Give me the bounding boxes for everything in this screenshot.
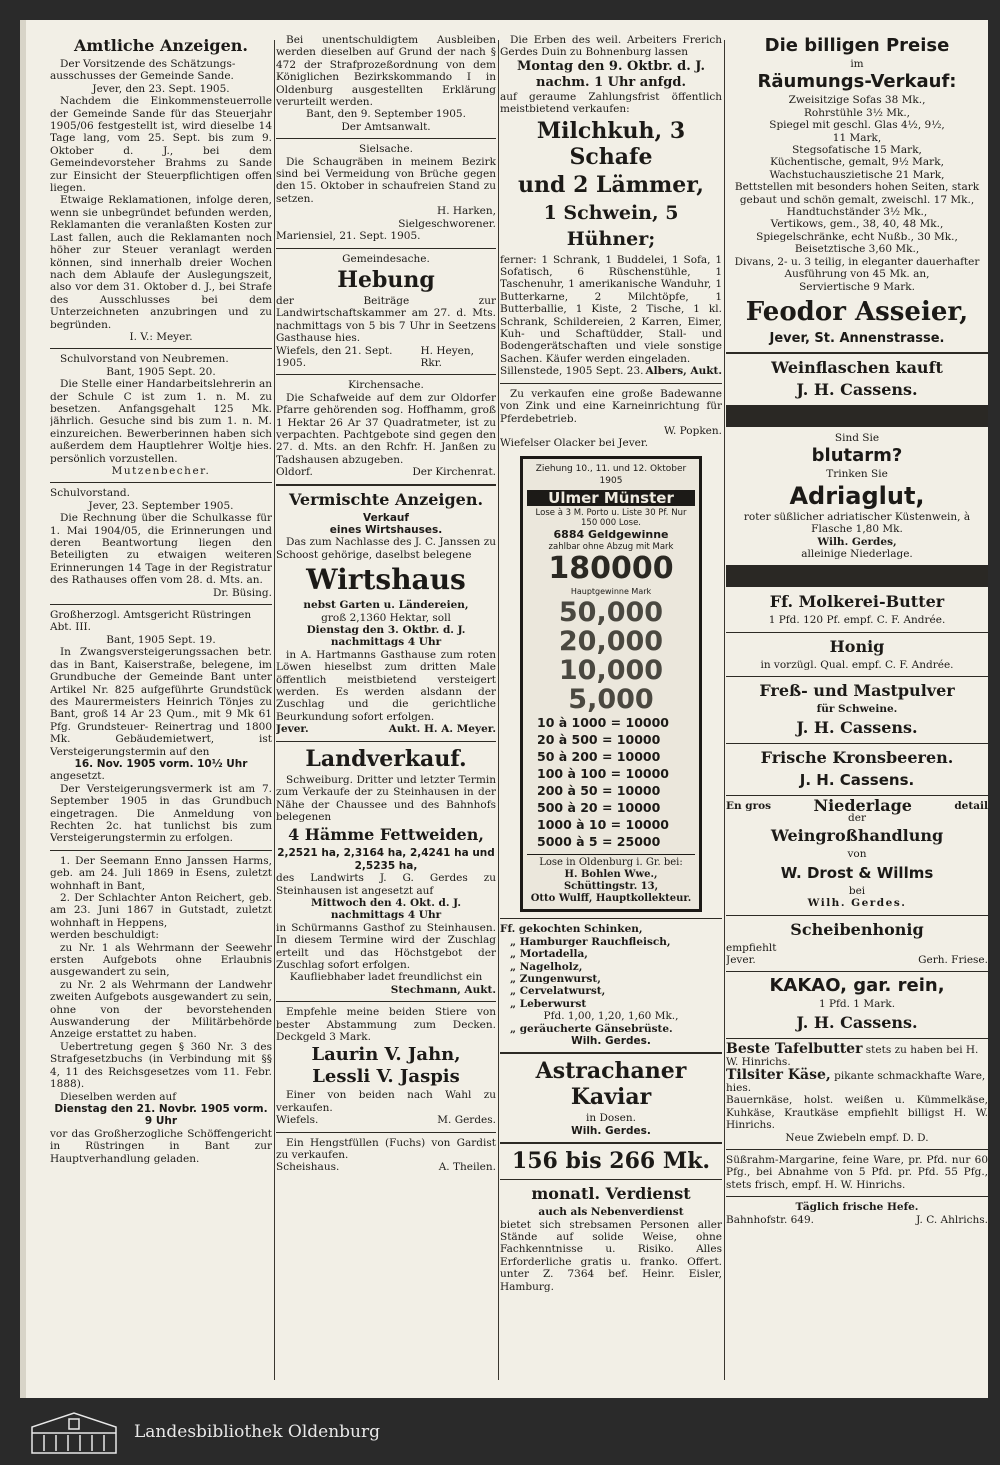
ad-signature: M. Gerdes.: [437, 1114, 496, 1127]
ad-headline: Laurin V. Jahn,: [311, 1044, 461, 1066]
notice-text: 1. Der Seemann Enno Janssen Harms, geb. am 24. Juli 1869 in Esens, zuletzt wohnhaft in Bant,: [50, 854, 272, 892]
ad-signature: Wilh. Gerdes.: [807, 897, 907, 910]
ad-headline: 4 Hämme Fettweiden,: [288, 825, 484, 845]
ad-text: Süßrahm-Margarine, feine Ware, pr. Pfd. nur 60 Pfg., bei Abnahme von 5 Pfd. pr. Pfd. 55 Pfg., stets frisch, empf. H. W. Hinrichs.: [726, 1154, 988, 1191]
lottery-tier: 5000 à 5 = 25000: [537, 834, 661, 850]
ad-text: detail: [954, 799, 988, 812]
notice-text: Uebertretung gegen § 360 Nr. 3 des Strafgesetzbuchs (in Verbindung mit §§ 4, 11 des Reichsgesetzes vom 11. Febr. 1888).: [50, 1040, 272, 1091]
ad-headline: J. H. Cassens.: [796, 1012, 918, 1032]
ad-text: Kaufliebhaber ladet freundlichst ein: [289, 971, 483, 984]
ad-signature: Stechmann, Aukt.: [390, 983, 496, 996]
ad-headline: J. H. Cassens.: [796, 717, 918, 737]
lottery-tier: 20 à 500 = 10000: [537, 732, 661, 748]
notice-heading: Schulvorstand von Neubremen.: [60, 353, 229, 366]
library-name: Landesbibliothek Oldenburg: [134, 1421, 381, 1442]
ad-headline: Adriaglut,: [789, 481, 925, 510]
notice-signature: I. V.: Meyer.: [129, 330, 193, 343]
ad-headline: J. H. Cassens.: [796, 379, 918, 399]
column-rule: [724, 40, 725, 1380]
notice-signature: H. Heyen, Rkr.: [420, 344, 474, 369]
lottery-date: Ziehung 10., 11. und 12. Oktober 1905: [535, 463, 687, 487]
column-1: [50, 34, 272, 1389]
notice-text: Nachdem die Einkommensteuerrolle der Gemeinde Sande für das Steuerjahr 1905/06 festgestellt ist, wird dieselbe 14 Tage lang, vom 25. Sept. bis zum 9. Oktober d. J., bei dem Gemeindevorsteher Brahms zu Sande zur Einsicht der Steuerpflichtigen offen liegen.: [50, 95, 272, 195]
ad-text: pikante schmackhafte Ware, hies.: [726, 1069, 986, 1095]
ad-headline: Weinflaschen kauft: [771, 357, 943, 377]
ad-headline: Milchkuh, 3 Schafe: [536, 117, 686, 170]
ad-item: 11 Mark,: [832, 131, 882, 144]
newspaper-page: [20, 20, 988, 1398]
column-4: [726, 34, 988, 1389]
ad-text: in vorzügl. Qual. empf. C. F. Andrée.: [760, 658, 954, 671]
ad-headline: Frische Kronsbeeren.: [760, 747, 954, 767]
ad-text: Das zum Nachlasse des J. C. Janssen zu Schoost gehörige, daselbst belegene: [276, 536, 496, 561]
ad-item: „ Mortadella,: [510, 948, 588, 961]
lottery-prize: 50,000: [558, 597, 664, 629]
column-3: [500, 34, 722, 1389]
ad-text: 1 Pfd. 1 Mark.: [818, 998, 896, 1011]
ad-item: Stegsofatische 15 Mark,: [792, 144, 922, 157]
lottery-count: 6884 Geldgewinne: [553, 527, 669, 541]
notice-text: werden beschuldigt:: [50, 929, 159, 942]
ad-text: Ein Hengstfüllen (Fuchs) von Gardist zu verkaufen.: [276, 1136, 496, 1162]
ad-text: 1 Pfd. 120 Pf. empf. C. F. Andrée.: [768, 614, 946, 627]
section-heading: Vermischte Anzeigen.: [288, 489, 484, 509]
ad-item: Ff. gekochten Schinken,: [500, 923, 643, 936]
ad-place: Jever.: [726, 954, 756, 966]
notice-date: Bant, 1905 Sept. 19.: [106, 633, 216, 646]
ad-item: „ Zungenwurst,: [510, 972, 601, 985]
lottery-tier: 500 à 20 = 10000: [537, 800, 661, 816]
ad-signature: Gerh. Friese.: [918, 954, 988, 966]
library-footer: [0, 1398, 1000, 1465]
notice-place: Oldorf.: [276, 466, 313, 479]
notice-signature: Der Kirchenrat.: [412, 466, 496, 479]
notice-text: der Beiträge zur Landwirtschaftskammer am 27. d. Mts. nachmittags von 5 bis 7 Uhr in Seetzens Gasthause hies.: [276, 294, 496, 345]
ad-headline: 1 Schwein, 5 Hühner;: [543, 201, 679, 250]
notice-text: Die Schaugräben in meinem Bezirk sind bei Vermeidung von Brüche gegen den 15. Oktober in schaufreien Stand zu setzen.: [276, 155, 496, 205]
ad-headline: Hebung: [337, 266, 435, 293]
lottery-footer: H. Bohlen Wwe., Schüttingstr. 13,: [563, 869, 659, 893]
notice-heading: Sielsache.: [359, 143, 413, 156]
ad-text: stets zu haben bei H. W. Hinrichs.: [726, 1043, 979, 1069]
lottery-footer: Lose in Oldenburg i. Gr. bei:: [539, 857, 683, 869]
ad-text: Sind Sie: [834, 431, 880, 444]
ad-text: alleinige Niederlage.: [801, 547, 913, 560]
notice-signature: Dr. Büsing.: [212, 586, 272, 599]
ad-text: des Landwirts J. G. Gerdes zu Steinhausen ist angesetzt auf: [276, 872, 496, 897]
ad-signature: Wilh. Gerdes.: [571, 1124, 651, 1137]
lottery-tier: 1000 à 10 = 10000: [537, 817, 669, 833]
ad-text: Empfehle meine beiden Stiere von bester Abstammung zum Decken. Deckgeld 3 Mark.: [276, 1006, 496, 1043]
ad-headline: Wirtshaus: [306, 563, 466, 597]
column-rule: [498, 40, 499, 1380]
lottery-tier: 50 à 200 = 10000: [537, 749, 661, 765]
column-2: [276, 34, 496, 1389]
ad-text: bei: [848, 884, 866, 897]
ad-item: „ geräucherte Gänsebrüste.: [510, 1022, 673, 1035]
notice-text: Die Rechnung über die Schulkasse für 1. Mai 1904/05, die Erinnerungen und deren Beantwortung liegen den Beteiligten zu etwaigen weiteren Erinnerungen 14 Tage in der Registratur des Rathauses offen vom 28. d. Mts. an.: [50, 512, 272, 587]
ad-place: Wiefelser Olacker bei Jever.: [500, 437, 649, 450]
ad-signature: Aukt. H. A. Meyer.: [388, 723, 496, 736]
ad-headline: Freß- und Mastpulver: [759, 681, 955, 701]
ad-item: Handtuchständer 3½ Mk.,: [786, 206, 928, 219]
ad-item: „ Hamburger Rauchfleisch,: [510, 935, 671, 948]
ad-emphasis: Montag den 9. Oktbr. d. J. nachm. 1 Uhr anfgd.: [517, 58, 705, 90]
ad-headline: Täglich frische Hefe.: [795, 1201, 919, 1214]
lottery-cash: zahlbar ohne Abzug mit Mark: [548, 541, 674, 552]
ad-text: Zu verkaufen eine große Badewanne von Zink und eine Karneinrichtung für Pferdebetrieb.: [500, 387, 722, 425]
ad-text: empfiehlt: [726, 941, 777, 954]
ad-headline: Ff. Molkerei-Butter: [769, 592, 945, 612]
ad-item: Bettstellen mit besonders hohen Seiten, stark gebaut und schön gemalt, zweischl. 17 Mk.,: [734, 181, 980, 206]
ad-text: von: [847, 848, 867, 861]
notice-heading: Kirchensache.: [348, 379, 424, 392]
ad-item: „ Cervelatwurst,: [510, 985, 606, 998]
notice-text: Der Vorsitzende des Schätzungs-ausschusses der Gemeinde Sande.: [50, 58, 236, 83]
ad-emphasis: 2,2521 ha, 2,3164 ha, 2,4241 ha und 2,5235 ha,: [277, 847, 495, 872]
lottery-main-label: Hauptgewinne Mark: [570, 586, 652, 596]
notice-text: Etwaige Reklamationen, infolge deren, wenn sie unbegründet befunden werden, Reklamanten die veranlaßten Kosten zur Last fallen, auch die Reklamanten noch höher zur Steuer veranlagt werden können, sind innerhalb dreier Wochen nach dem Ablaufe der Auslegungszeit, also vor dem 31. Oktober d. J., bei Strafe des Ausschlusses bei dem Unterzeichneten anzubringen und zu begründen.: [50, 194, 272, 331]
lottery-tier: 200 à 50 = 10000: [537, 783, 661, 799]
ad-text: für Schweine.: [816, 703, 898, 716]
notice-signature: H. Harken,: [437, 205, 496, 218]
notice-text: Dieselben werden auf: [60, 1090, 177, 1103]
ad-text: Einer von beiden nach Wahl zu verkaufen.: [276, 1089, 496, 1114]
lottery-title: Ulmer Münster: [527, 490, 695, 506]
ad-signature: Wilh. Gerdes.: [571, 1035, 651, 1047]
lottery-prize: 5,000: [568, 684, 654, 716]
ad-item: Zweisitzige Sofas 38 Mk.,: [788, 94, 926, 107]
ad-text: Trinken Sie: [826, 468, 888, 481]
library-building-icon: [28, 1409, 120, 1455]
ad-date: Sillenstede, 1905 Sept. 23.: [500, 365, 644, 378]
notice-emphasis: 16. Nov. 1905 vorm. 10½ Uhr: [74, 757, 248, 770]
ad-headline: Die billigen Preise: [764, 35, 950, 56]
notice-text: zu Nr. 2 als Wehrmann der Landwehr zweiten Aufgebots ausgewandert zu sein, ohne von der bevorstehenden Auswanderung der Militärbehörde Anzeige erstattet zu haben.: [50, 978, 272, 1041]
ad-emphasis: Dienstag den 3. Oktbr. d. J. nachmittags 4 Uhr: [306, 624, 466, 649]
ad-item: Divans, 2- u. 3 teilig, in eleganter dauerhafter Ausführung von 45 Mk. an,: [734, 255, 980, 281]
ad-item: Serviertische 9 Mark.: [799, 280, 915, 293]
ad-headline: W. Drost & Willms: [780, 863, 934, 882]
ad-text: Neue Zwiebeln empf. D. D.: [785, 1131, 929, 1144]
ad-emphasis: Mittwoch den 4. Okt. d. J. nachmittags 4 Uhr: [310, 896, 461, 922]
notice-signature: Mutzenbecher.: [111, 465, 211, 477]
ad-text: Die Erben des weil. Arbeiters Frerich Gerdes Duin zu Bohnenburg lassen: [500, 34, 722, 59]
notice-signature: Sielgeschworener.: [398, 217, 496, 230]
ad-signature: A. Theilen.: [438, 1161, 496, 1174]
ad-headline: und 2 Lämmer,: [518, 171, 704, 198]
notice-text: Der Versteigerungsvermerk ist am 7. September 1905 in das Grundbuch eingetragen. Die Anmeldung von Rechten 2c. hat tunlichst bis zum Versteigerungstermin zu erfolgen.: [50, 782, 272, 845]
ad-headline: KAKAO, gar. rein,: [769, 975, 945, 997]
lottery-tier: 10 à 1000 = 10000: [537, 715, 669, 731]
column-rule: [274, 40, 275, 1380]
ad-headline: Tilsiter Käse,: [726, 1066, 831, 1083]
notice-text: zu Nr. 1 als Wehrmann der Seewehr ersten Aufgebots ohne Erlaubnis ausgewandert zu sein,: [50, 941, 272, 979]
ad-price: Pfd. 1,00, 1,20, 1,60 Mk.,: [543, 1010, 679, 1023]
ad-text: bietet sich strebsamen Personen aller Stände auf solide Weise, ohne Fachkenntnisse u. Risiko. Alles Erforderliche gratis u. franko. Offert. unter Z. 7364 bef. Heinr. Eisler, Hamburg.: [500, 1218, 722, 1293]
ad-headline: Scheibenhonig: [790, 919, 924, 939]
ad-headline: Honig: [829, 636, 885, 656]
ad-address: Jever, St. Annenstrasse.: [769, 330, 945, 346]
ad-text: En gros: [726, 799, 772, 812]
black-rule: [726, 565, 988, 587]
ad-text: in A. Hartmanns Gasthause zum roten Löwen hieselbst zum dritten Male öffentlich meistbietend versteigert werden. Es werden alsdann der Zuschlag und die gerichtliche Beurkundung sofort erfolgen.: [276, 648, 496, 723]
notice-text: In Zwangsversteigerungssachen betr. das in Bant, Kaiserstraße, belegene, im Grundbuche der Gemeinde Bant unter Artikel Nr. 825 aufgeführte Grundstück des Maurermeisters Heinrich Tönjes zu Bant, groß 14 Ar 23 Qum., mit 9 Mk 61 Pfg. Grundsteuer- Reinertrag und 1800 Mk. Gebäudemietwert, ist Versteigerungstermin auf den: [50, 646, 272, 758]
ad-headline: Landverkauf.: [305, 745, 467, 772]
lottery-prize: 10,000: [558, 655, 664, 687]
notice-text: Die Schafweide auf dem zur Oldorfer Pfarre gehörenden sog. Hoffhamm, groß 1 Hektar 26 Ar 37 Quadratmeter, ist zu verpachten. Pachtgebote sind gegen den 27. d. Mts. an den Rchfr. H. Janßen zu Tadshausen abzugeben.: [276, 391, 496, 466]
notice-date: Mariensiel, 21. Sept. 1905.: [276, 230, 421, 243]
ad-item: „ Nagelholz,: [510, 960, 583, 973]
notice-date: Jever, den 23. Sept. 1905.: [92, 82, 230, 95]
ad-headline: Lessli V. Jaspis: [312, 1066, 460, 1088]
ad-headline: Räumungs-Verkauf:: [757, 71, 957, 93]
notice-text: vor das Großherzogliche Schöffengericht in Rüstringen in Bant zur Hauptverhandlung geladen.: [50, 1127, 272, 1165]
ad-title: eines Wirtshauses.: [329, 524, 443, 536]
notice-heading: Großherzogl. Amtsgericht Rüstringen Abt. III.: [50, 609, 252, 634]
ad-place: Jever.: [276, 723, 309, 736]
ad-address: Bahnhofstr. 649.: [726, 1213, 814, 1226]
ad-place: Scheishaus.: [276, 1161, 340, 1174]
black-rule: [726, 405, 988, 427]
ad-text: in Dosen.: [586, 1112, 636, 1125]
ad-item: Vertikows, gem., 38, 40, 48 Mk.,: [770, 218, 944, 231]
ad-signature: W. Popken.: [664, 424, 722, 437]
ad-item: Spiegelschränke, echt Nußb., 30 Mk.,: [756, 230, 958, 243]
ad-headline: Beste Tafelbutter: [726, 1040, 863, 1057]
ad-headline: Feodor Asseier,: [745, 296, 969, 327]
notice-date: Bant, 1905 Sept. 20.: [106, 365, 216, 378]
ad-title: Verkauf: [363, 511, 409, 524]
ad-item: Wachstuchauszietische 21 Mark,: [769, 168, 945, 181]
ad-headline: 156 bis 266 Mk.: [511, 1148, 711, 1175]
notice-text: angesetzt.: [50, 770, 105, 783]
ad-text: auf geraume Zahlungsfrist öffentlich meistbietend verkaufen:: [500, 90, 722, 116]
ad-headline: blutarm?: [811, 445, 903, 467]
ad-place: Wiefels.: [276, 1114, 319, 1127]
notice-date: Wiefels, den 21. Sept. 1905.: [276, 344, 393, 369]
ad-item: Spiegel mit geschl. Glas 4½, 9½,: [769, 119, 945, 132]
ad-headline: Astrachaner Kaviar: [535, 1058, 687, 1111]
ad-item: Küchentische, gemalt, 9½ Mark,: [770, 156, 944, 169]
notice-signature: Der Amtsanwalt.: [341, 120, 431, 133]
ad-text: ferner: 1 Schrank, 1 Buddelei, 1 Sofa, 1 Sofatisch, 6 Rüschenstühle, 1 Taschenuhr, 1 amerikanische Wanduhr, 1 Butterkarne, 2 Milchtöpfe, 1 Butterballie, 1 Kiste, 2 Tische, 1 kl. Schrank, Schildereien, 2 Karren, Eimer, Kuh- und Schaftüdder, Stall- und Bodengerätschaften und viele sonstige Sachen. Käufer werden eingeladen.: [500, 253, 722, 365]
ad-signature: Wilh. Gerdes,: [817, 535, 897, 548]
ad-text: im: [850, 58, 864, 70]
ad-text: roter süßlicher adriatischer Küstenwein, à Flasche 1,80 Mk.: [743, 510, 971, 536]
ad-text: Bauernkäse, holst. weißen u. Kümmelkäse, Kuhkäse, Krautkäse empfiehlt billigst H. W. Hinrichs.: [726, 1094, 988, 1132]
notice-date: Jever, 23. September 1905.: [88, 499, 234, 512]
ad-text: in Schürmanns Gasthof zu Steinhausen. In diesem Termine wird der Zuschlag erteilt und das Höchstgebot der Zuschlag sofort erfolgen.: [276, 921, 496, 971]
lottery-top-prize: 180000: [548, 550, 674, 586]
lottery-price: Lose à 3 M. Porto u. Liste 30 Pf. Nur 150 000 Lose.: [535, 507, 687, 528]
ad-item: „ Leberwurst: [510, 997, 587, 1010]
ad-text: Schweiburg. Dritter und letzter Termin zum Verkaufe der zu Steinhausen in der Nähe der Chaussee und des Bahnhofs belegenen: [276, 773, 496, 823]
lottery-prize: 20,000: [558, 626, 664, 658]
notice-heading: Gemeindesache.: [342, 252, 430, 265]
notice-date: Bant, den 9. September 1905.: [306, 108, 466, 121]
lottery-tier: 100 à 100 = 10000: [537, 766, 669, 782]
notice-emphasis: Dienstag den 21. Novbr. 1905 vorm. 9 Uhr: [54, 1102, 268, 1128]
ad-emphasis: auch als Nebenverdienst: [538, 1206, 684, 1219]
ad-headline: monatl. Verdienst: [531, 1184, 691, 1204]
ad-text: nebst Garten u. Ländereien,: [303, 599, 469, 612]
ad-item: Rohrstühle 3½ Mk.,: [803, 106, 911, 119]
lottery-footer: Otto Wulff, Hauptkollekteur.: [530, 893, 692, 905]
ad-headline: J. H. Cassens.: [799, 770, 915, 789]
notice-text: Bei unentschuldigtem Ausbleiben werden dieselben auf Grund der nach § 472 der Strafprozeßordnung von dem Königlichen Bezirkskommando I in Oldenburg ausgestellten Erklärung verurteilt werden.: [276, 34, 496, 109]
notice-text: 2. Der Schlachter Anton Reichert, geb. am 23. Juni 1867 in Gutstadt, zuletzt wohnhaft in Heppens,: [50, 892, 272, 929]
ad-text: groß 2,1360 Hektar, soll: [321, 611, 451, 624]
notice-text: Die Stelle einer Handarbeitslehrerin an der Schule C ist zum 1. n. M. zu besetzen. Anfangsgehalt 125 Mk. jährlich. Gesuche sind bis zum 1. n. M. einzureichen. Bewerberinnen haben sich außerdem dem Hauptlehrer Woltje hies. persönlich vorzustellen.: [50, 378, 272, 465]
section-heading: Amtliche Anzeigen.: [74, 36, 248, 55]
ad-signature: J. C. Ahlrichs.: [916, 1213, 988, 1226]
ad-headline: Niederlage: [813, 795, 912, 815]
ad-signature: Albers, Aukt.: [645, 365, 722, 378]
ad-text: der: [848, 811, 866, 824]
ad-headline: Weingroßhandlung: [770, 826, 944, 846]
notice-heading: Schulvorstand.: [50, 487, 130, 500]
lottery-ad: [520, 456, 702, 913]
ad-item: Beisetztische 3,60 Mk.,: [794, 243, 920, 256]
